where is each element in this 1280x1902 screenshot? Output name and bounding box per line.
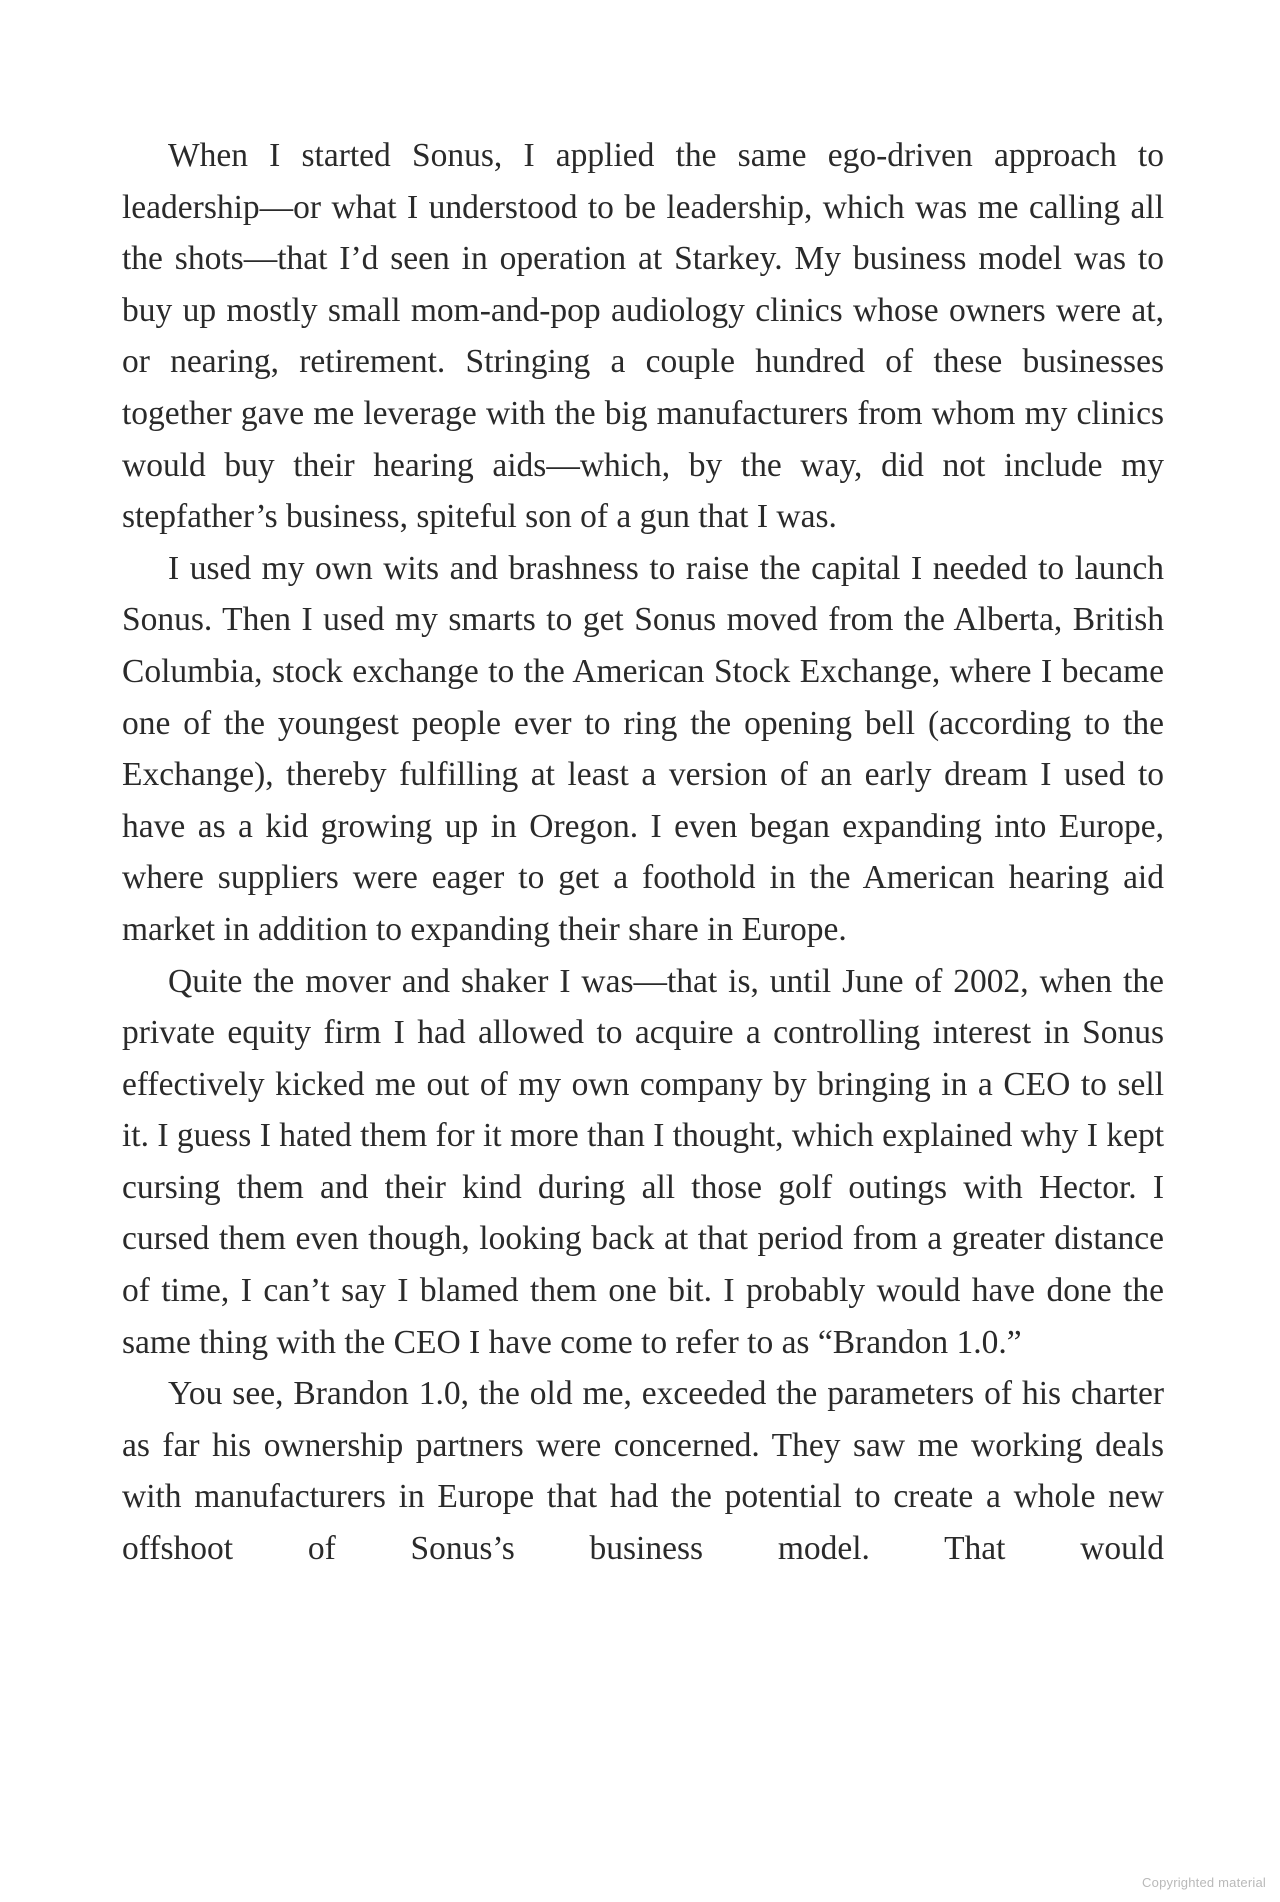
paragraph-4: You see, Brandon 1.0, the old me, exceeded the parameters of his charter as far his ownership partners were concerned. They saw me working deals with manufacturers in Europe that had the potential to create a whole new offshoot of Sonus’s business model. That would xyxy=(122,1375,1164,1568)
page-body xyxy=(122,130,1164,1575)
paragraph-3: Quite the mover and shaker I was—that is, until June of 2002, when the private equity firm I had allowed to acquire a controlling interest in Sonus effectively kicked me out of my own company by bringing in a CEO to sell it. I guess I hated them for it more than I thought, which explained why I kept cursing them and their kind during all those golf outings with Hector. I cursed them even though, looking back at that period from a greater distance of time, I can’t say I blamed them one bit. I probably would have done the same thing with the CEO I have come to refer to as “Brandon 1.0.” xyxy=(122,962,1164,1361)
paragraph-2: I used my own wits and brashness to raise the capital I needed to launch Sonus. Then I used my smarts to get Sonus moved from the Alberta, British Columbia, stock exchange to the American Stock Exchange, where I became one of the youngest people ever to ring the opening bell (according to the Exchange), thereby fulfilling at least a version of an early dream I used to have as a kid growing up in Oregon. I even began expanding into Europe, where suppliers were eager to get a foothold in the American hearing aid market in addition to expanding their share in Europe. xyxy=(122,549,1164,948)
copyright-watermark: Copyrighted material xyxy=(1142,1875,1266,1890)
paragraph-1: When I started Sonus, I applied the same ego-driven approach to leadership—or what I understood to be leadership, which was me calling all the shots—that I’d seen in operation at Starkey. My business model was to buy up mostly small mom-and-pop audiology clinics whose owners were at, or nearing, retirement. Stringing a couple hundred of these businesses together gave me leverage with the big manufacturers from whom my clinics would buy their hearing aids—which, by the way, did not include my stepfather’s business, spiteful son of a gun that I was. xyxy=(122,137,1164,536)
